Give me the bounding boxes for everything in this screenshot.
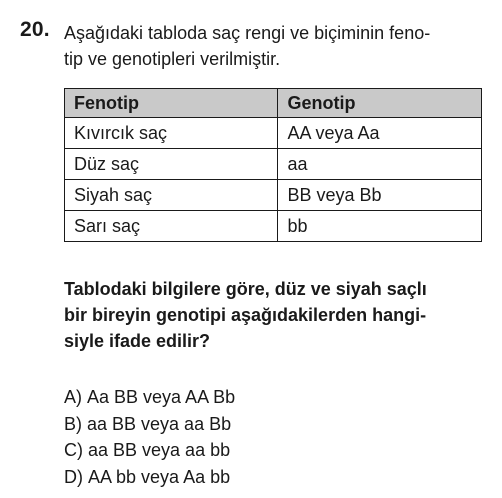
table-cell: Siyah saç bbox=[65, 180, 278, 211]
option-label: D) bbox=[64, 466, 83, 487]
option-text: aa BB veya aa Bb bbox=[87, 413, 232, 434]
option-text: aa BB veya aa bb bbox=[88, 440, 231, 460]
option-label: C) bbox=[64, 440, 83, 460]
table-row bbox=[65, 149, 482, 180]
table-cell: Kıvırcık saç bbox=[65, 118, 278, 149]
answer-options bbox=[64, 384, 235, 490]
option-a[interactable] bbox=[64, 384, 235, 411]
question-number: 20. bbox=[20, 18, 50, 41]
prompt-line: bir bireyin genotipi aşağıdakilerden hangi- bbox=[64, 305, 427, 325]
prompt-line: siyle ifade edilir? bbox=[64, 331, 211, 351]
option-text: AA bb veya Aa bb bbox=[88, 466, 231, 487]
table-cell: bb bbox=[278, 211, 482, 242]
option-label: A) bbox=[64, 387, 82, 407]
table-row bbox=[65, 180, 482, 211]
table-header-row bbox=[65, 89, 482, 118]
option-c[interactable] bbox=[64, 437, 235, 464]
table-cell: AA veya Aa bbox=[278, 118, 482, 149]
stem-line: tip ve genotipleri verilmiştir. bbox=[64, 49, 281, 69]
header-fenotip: Fenotip bbox=[65, 89, 278, 118]
stem-line: Aşağıdaki tabloda saç rengi ve biçiminin feno- bbox=[64, 23, 431, 43]
prompt-line: Tablodaki bilgilere göre, düz ve siyah saçlı bbox=[64, 279, 427, 299]
table-cell: BB veya Bb bbox=[278, 180, 482, 211]
table-row bbox=[65, 211, 482, 242]
question-stem bbox=[64, 20, 484, 72]
phenotype-genotype-table bbox=[64, 88, 482, 242]
table-cell: Düz saç bbox=[65, 149, 278, 180]
question-prompt bbox=[64, 276, 492, 354]
table-cell: aa bbox=[278, 149, 482, 180]
option-b[interactable] bbox=[64, 411, 235, 438]
option-text: Aa BB veya AA Bb bbox=[87, 387, 236, 407]
table-cell: Sarı saç bbox=[65, 211, 278, 242]
table-row bbox=[65, 118, 482, 149]
option-d[interactable] bbox=[64, 464, 235, 491]
option-label: B) bbox=[64, 413, 82, 434]
header-genotip: Genotip bbox=[278, 89, 482, 118]
